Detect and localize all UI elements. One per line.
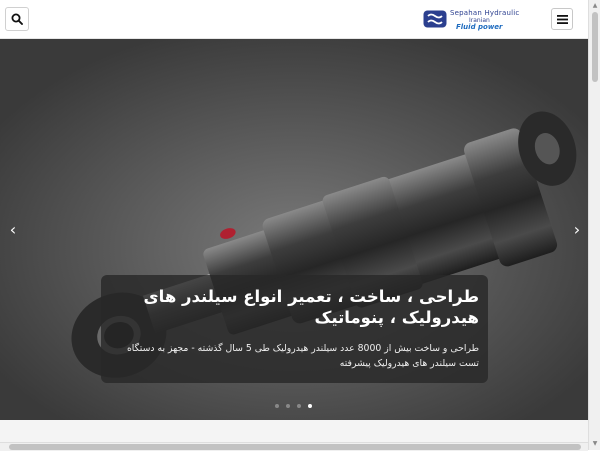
site-logo[interactable] xyxy=(423,9,523,31)
scroll-down-icon[interactable]: ▼ xyxy=(592,440,598,447)
slide-description: طراحی و ساخت بیش از 8000 عدد سیلندر هیدرولیک طی 5 سال گذشته - مجهز به دستگاه تست سیلندر های هیدرولیک پیشرفته xyxy=(126,343,479,369)
search-icon xyxy=(11,13,23,25)
hamburger-menu-icon xyxy=(557,15,568,24)
logo-mark-icon xyxy=(423,10,447,28)
slider-indicators xyxy=(275,404,312,408)
below-fold-strip xyxy=(0,420,588,442)
logo-subtitle: Iranian xyxy=(469,17,490,24)
slider-dot[interactable] xyxy=(275,404,279,408)
vertical-scroll-thumb[interactable] xyxy=(592,12,598,82)
slider-next-button[interactable] xyxy=(567,217,587,241)
menu-button[interactable] xyxy=(551,8,573,30)
scroll-up-icon[interactable]: ▲ xyxy=(592,2,598,9)
slider-dot[interactable] xyxy=(297,404,301,408)
hero-slider xyxy=(0,39,588,420)
slide-caption xyxy=(101,275,488,383)
logo-tagline: Fluid power xyxy=(456,23,503,31)
chevron-right-icon: › xyxy=(573,219,581,239)
horizontal-scroll-thumb[interactable] xyxy=(9,444,581,450)
slider-dot[interactable] xyxy=(286,404,290,408)
logo-name: Sepahan Hydraulic xyxy=(450,9,520,17)
slider-dot-active[interactable] xyxy=(308,404,312,408)
slider-prev-button[interactable] xyxy=(3,217,23,241)
slide-title: طراحی ، ساخت ، تعمیر انواع سیلندر های هیدرولیک ، پنوماتیک xyxy=(143,287,479,327)
search-button[interactable] xyxy=(5,7,29,31)
chevron-left-icon: ‹ xyxy=(9,219,17,239)
vertical-scrollbar[interactable] xyxy=(588,0,600,450)
site-header xyxy=(0,0,588,39)
